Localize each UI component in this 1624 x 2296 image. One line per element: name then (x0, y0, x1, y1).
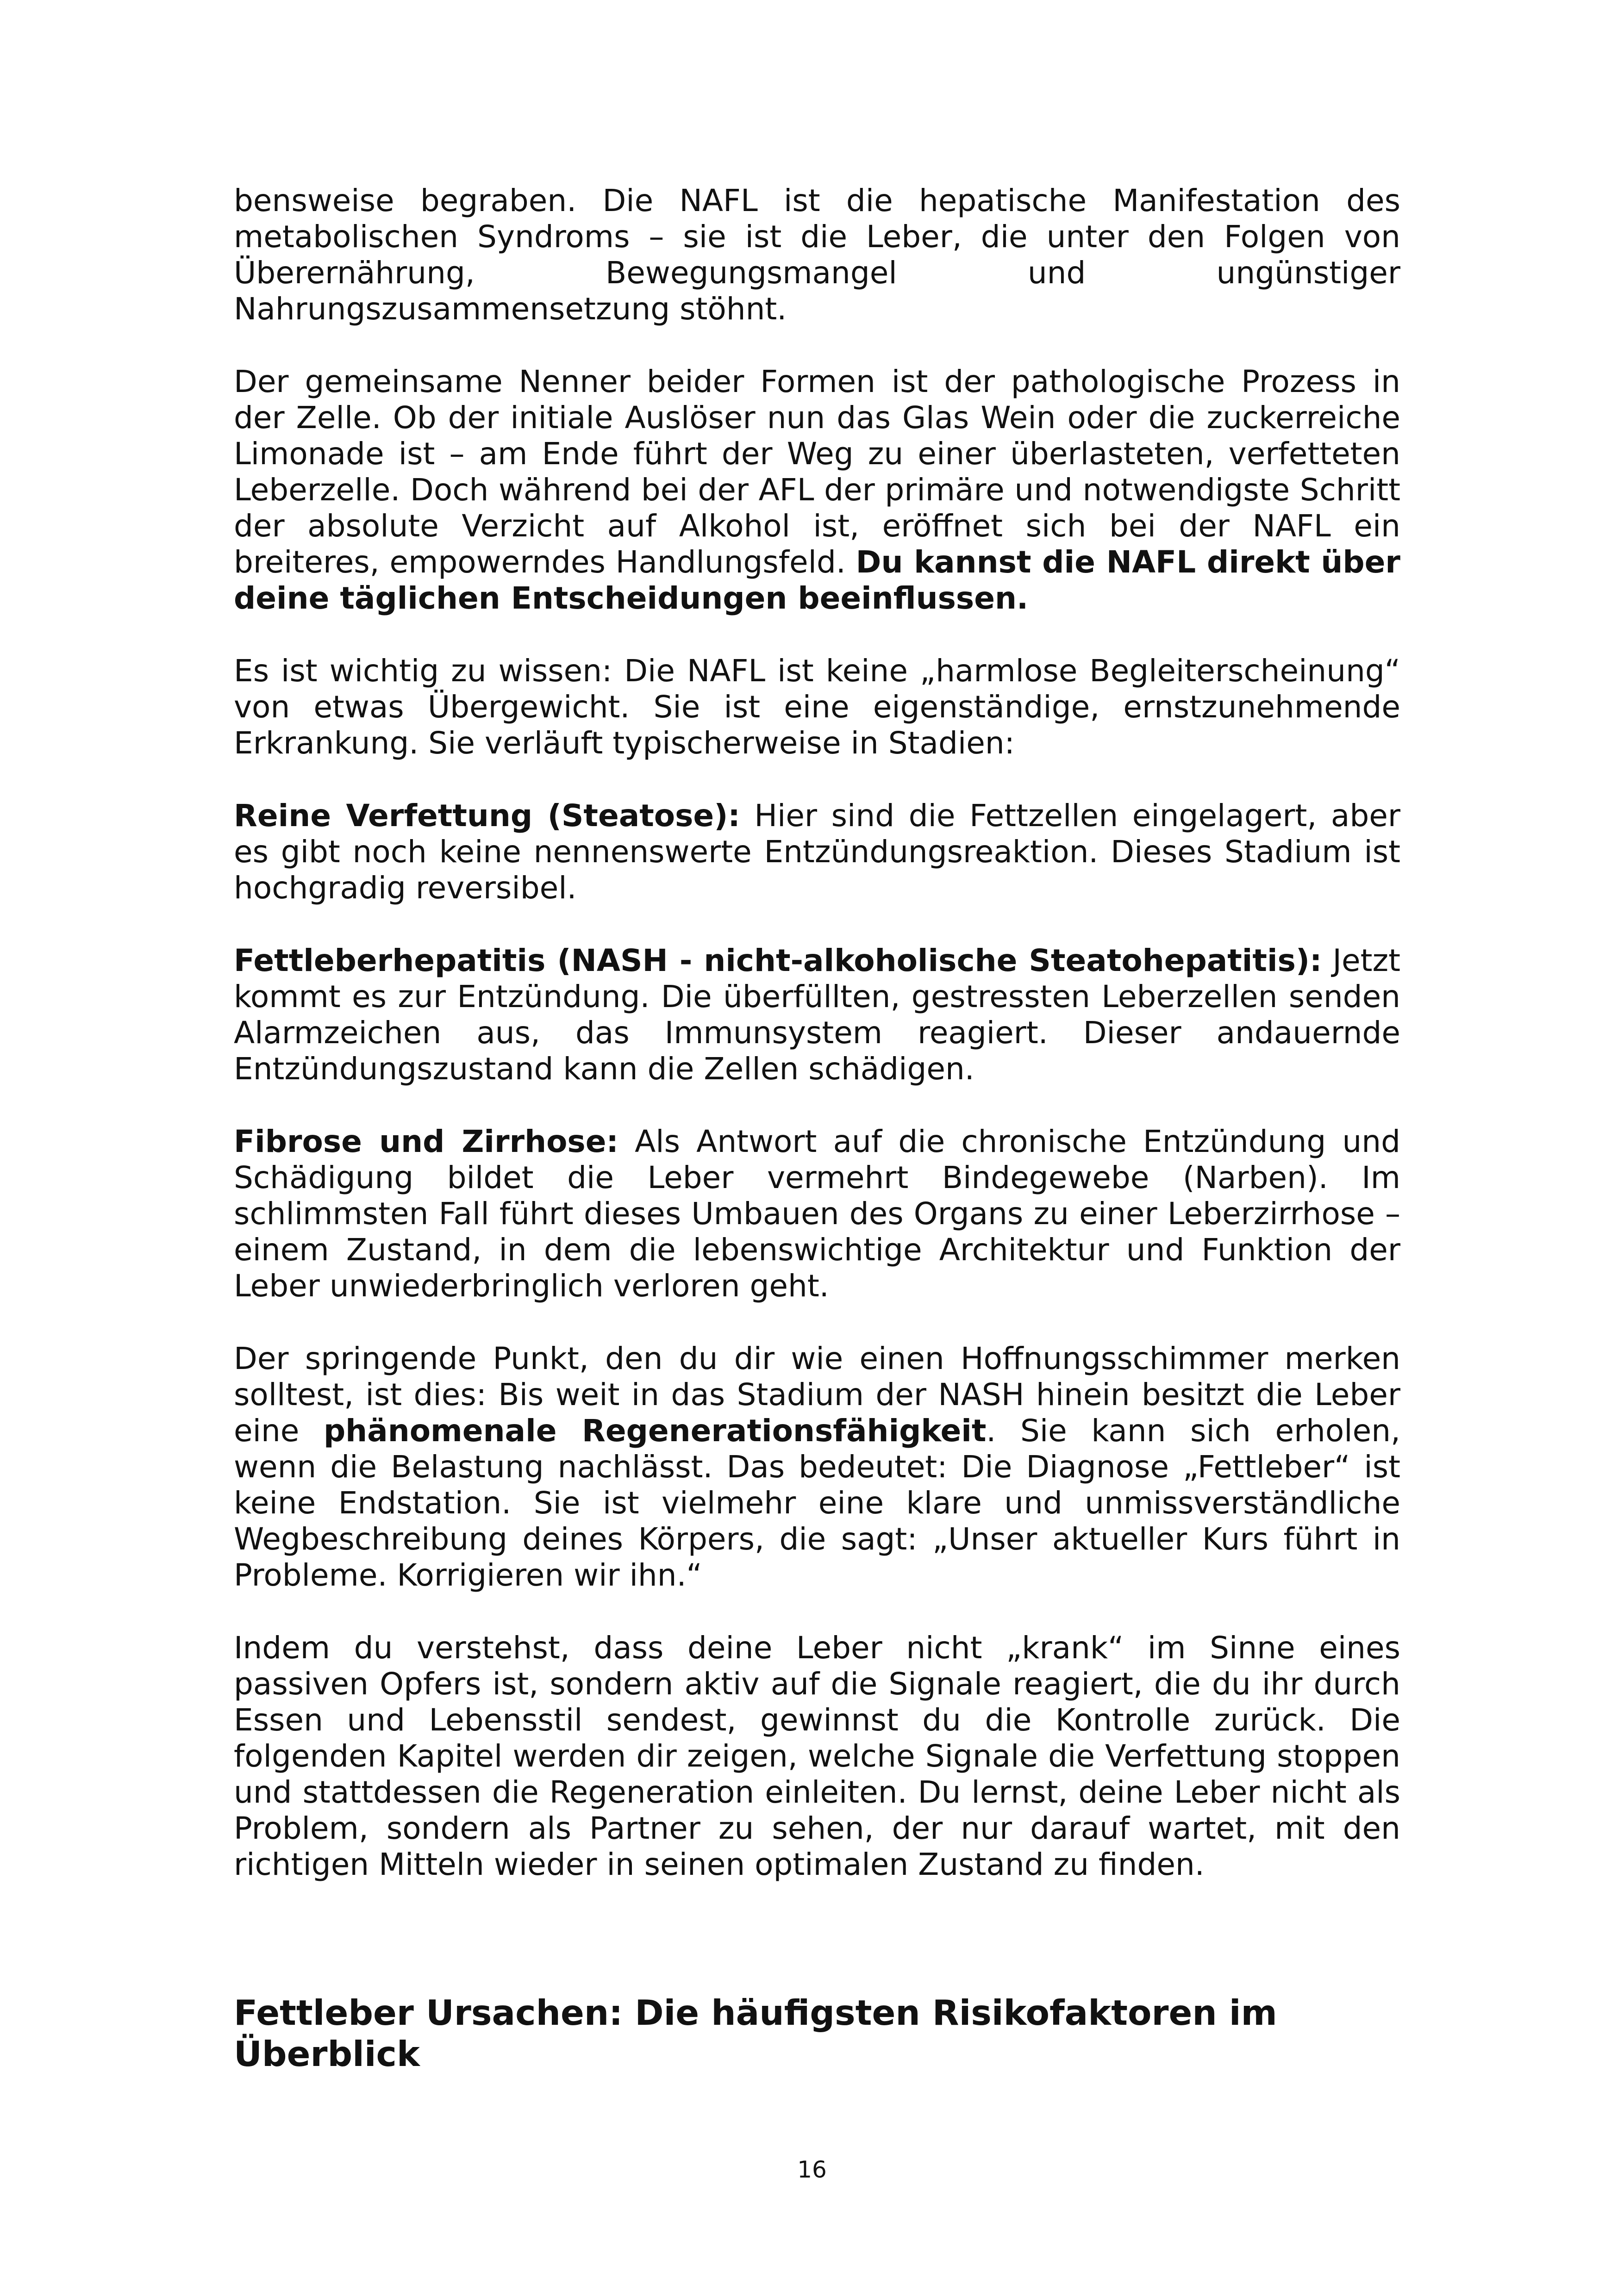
emphasis-nafl-influence: Du kannst die NAFL direkt über deine täglichen Entscheidungen beeinflussen. (234, 544, 1400, 616)
paragraph-outlook: Indem du verstehst, dass deine Leber nicht „krank“ im Sinne eines passiven Opfers ist, sondern aktiv auf die Signale reagiert, die du ihr durch Essen und Lebensstil sendest, gewinnst du die Kontrolle zurück. Die folgenden Kapitel werden dir zeigen, welche Signale die Verfettung stoppen und stattdessen die Regeneration einleiten. Du lernst, deine Leber nicht als Problem, sondern als Partner zu sehen, der nur darauf wartet, mit den richtigen Mitteln wieder in seinen optimalen Zustand zu finden. (234, 1630, 1400, 1882)
stage-label-steatosis: Reine Verfettung (Steatose): (234, 798, 740, 834)
paragraph-common-denominator: Der gemeinsame Nenner beider Formen ist der pathologische Prozess in der Zelle. Ob der initiale Auslöser nun das Glas Wein oder die zuckerreiche Limonade ist – am Ende führt der Weg zu einer überlasteten, verfetteten Leberzelle. Doch während bei der AFL der primäre und notwendigste Schritt der absolute Verzicht auf Alkohol ist, eröffnet sich bei der NAFL ein breiteres, empowerndes Handlungsfeld. Du kannst die NAFL direkt über deine täglichen Entscheidungen beeinflussen. (234, 364, 1400, 616)
section-heading: Fettleber Ursachen: Die häufigsten Risikofaktoren im Überblick (234, 1992, 1277, 2074)
emphasis-regeneration: phänomenale Regenerationsfähigkeit (323, 1413, 987, 1449)
paragraph-nafl-definition: bensweise begraben. Die NAFL ist die hepatische Manifestation des metabolischen Syndroms – sie ist die Leber, die unter den Folgen von Überernährung, Bewegungsmangel und ungünstiger Nahrungszusammensetzung stöhnt. (234, 183, 1400, 327)
paragraph-stage-fibrosis: Fibrose und Zirrhose: Als Antwort auf die chronische Entzündung und Schädigung bildet die Leber vermehrt Bindegewebe (Narben). Im schlimmsten Fall führt dieses Umbauen des Organs zu einer Leberzirrhose – einem Zustand, in dem die lebenswichtige Architektur und Funktion der Leber unwiederbringlich verloren geht. (234, 1124, 1400, 1304)
paragraph-stage-nash: Fettleberhepatitis (NASH - nicht-alkoholische Steatohepatitis): Jetzt kommt es zur Entzündung. Die überfüllten, gestressten Leberzellen senden Alarmzeichen aus, das Immunsystem reagiert. Dieser andauernde Entzündungszustand kann die Zellen schädigen. (234, 943, 1401, 1087)
paragraph-stages-intro: Es ist wichtig zu wissen: Die NAFL ist keine „harmlose Begleiterscheinung“ von etwas Übergewicht. Sie ist eine eigenständige, ernstzunehmende Erkrankung. Sie verläuft typischerweise in Stadien: (234, 653, 1400, 761)
page-number: 16 (797, 2156, 827, 2183)
stage-label-nash: Fettleberhepatitis (NASH - nicht-alkoholische Steatohepatitis): (234, 943, 1322, 978)
stage-label-fibrosis: Fibrose und Zirrhose: (234, 1124, 618, 1159)
paragraph-stage-steatosis: Reine Verfettung (Steatose): Hier sind die Fettzellen eingelagert, aber es gibt noch keine nennenswerte Entzündungsreaktion. Dieses Stadium ist hochgradig reversibel. (234, 798, 1400, 906)
paragraph-regeneration: Der springende Punkt, den du dir wie einen Hoffnungsschimmer merken solltest, ist dies: Bis weit in das Stadium der NASH hinein besitzt die Leber eine phänomenale Regenerationsfähigkeit. Sie kann sich erholen, wenn die Belastung nachlässt. Das bedeutet: Die Diagnose „Fettleber“ ist keine Endstation. Sie ist vielmehr eine klare und unmissverständliche Wegbeschreibung deines Körpers, die sagt: „Unser aktueller Kurs führt in Probleme. Korrigieren wir ihn.“ (234, 1341, 1400, 1593)
body-text (234, 183, 1400, 1919)
